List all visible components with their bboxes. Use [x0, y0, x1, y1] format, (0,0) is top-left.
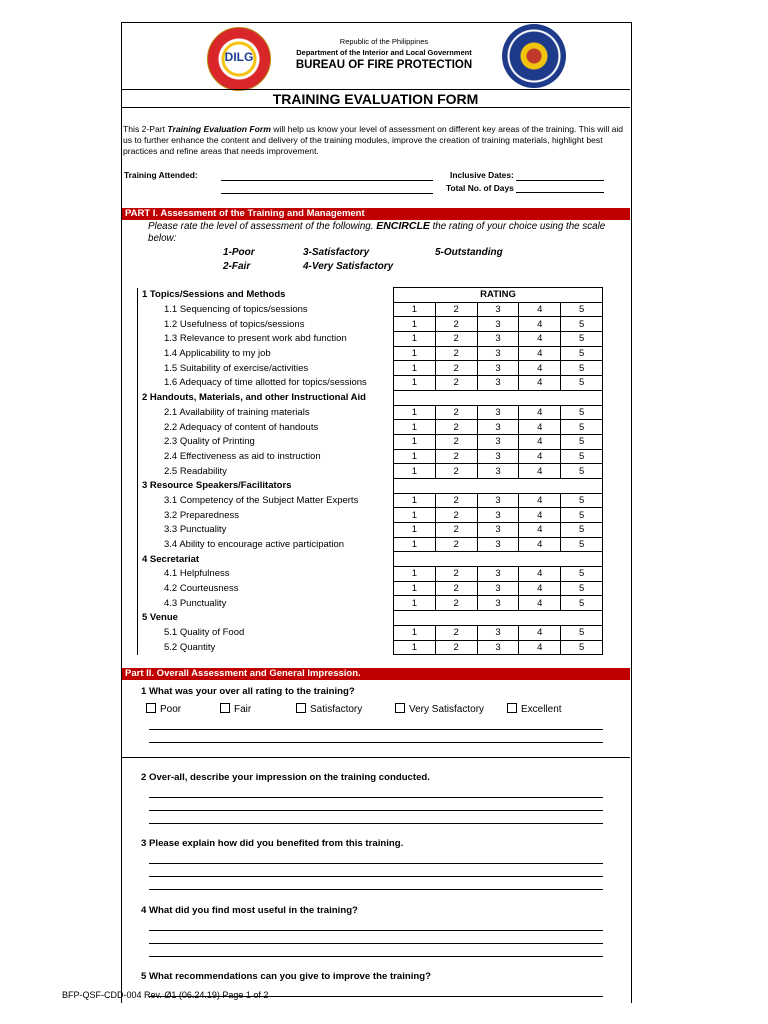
scale-4: 4-Very Satisfactory — [303, 261, 394, 272]
rating-cell[interactable]: 3 — [477, 420, 519, 435]
table-row — [138, 581, 603, 596]
rating-cell[interactable]: 3 — [477, 640, 519, 655]
rating-cell[interactable]: 1 — [394, 596, 436, 611]
rating-cell[interactable]: 3 — [477, 376, 519, 391]
scale-1: 1-Poor — [223, 247, 255, 258]
rating-cell[interactable]: 2 — [435, 302, 477, 317]
rating-cell[interactable]: 3 — [477, 493, 519, 508]
rating-cell[interactable]: 2 — [435, 332, 477, 347]
option-very-satisfactory[interactable] — [395, 703, 484, 715]
item-label: 1.6 Adequacy of time allotted for topics/sessions — [164, 377, 367, 389]
table-row — [138, 508, 603, 523]
part2-heading: Part II. Overall Assessment and General Impression. — [122, 668, 630, 680]
rating-cell[interactable]: 4 — [519, 449, 561, 464]
total-days-line[interactable] — [516, 192, 604, 193]
rating-cell[interactable]: 4 — [519, 302, 561, 317]
rating-cell[interactable]: 1 — [394, 376, 436, 391]
rating-cell[interactable]: 1 — [394, 302, 436, 317]
header-divider — [122, 89, 630, 90]
category-blank — [394, 552, 603, 567]
intro-prefix: This 2-Part — [123, 124, 168, 134]
table-row — [138, 317, 603, 332]
answer-line[interactable] — [149, 729, 603, 730]
section-divider — [122, 757, 630, 758]
rating-cell[interactable]: 4 — [519, 346, 561, 361]
rating-cell[interactable]: 3 — [477, 537, 519, 552]
item-label: 5.2 Quantity — [164, 641, 216, 653]
rating-cell[interactable]: 5 — [561, 567, 603, 582]
table-row — [138, 493, 603, 508]
category-blank — [394, 611, 603, 626]
answer-line[interactable] — [149, 863, 603, 864]
question-3: 3 Please explain how did you benefited from this training. — [141, 838, 404, 849]
rating-cell[interactable]: 5 — [561, 464, 603, 479]
rating-cell[interactable]: 2 — [435, 596, 477, 611]
category-title: 4 Secretariat — [142, 553, 200, 565]
category-row — [138, 611, 603, 626]
rating-cell[interactable]: 1 — [394, 537, 436, 552]
rating-cell[interactable]: 2 — [435, 567, 477, 582]
rating-cell[interactable]: 2 — [435, 537, 477, 552]
answer-line[interactable] — [149, 810, 603, 811]
table-row — [138, 420, 603, 435]
training-attended-line[interactable] — [221, 180, 433, 181]
rating-cell[interactable]: 5 — [561, 346, 603, 361]
department-text: Department of the Interior and Local Government — [296, 48, 472, 57]
table-row — [138, 405, 603, 420]
item-label: 2.1 Availability of training materials — [164, 406, 310, 418]
table-row — [138, 434, 603, 449]
rating-cell[interactable]: 3 — [477, 464, 519, 479]
item-label: 4.1 Helpfulness — [164, 568, 230, 580]
scale-3: 3-Satisfactory — [303, 247, 370, 258]
item-label: 3.1 Competency of the Subject Matter Experts — [164, 494, 359, 506]
answer-line[interactable] — [149, 930, 603, 931]
rating-cell[interactable]: 3 — [477, 302, 519, 317]
rating-cell[interactable]: 1 — [394, 581, 436, 596]
rating-cell[interactable]: 4 — [519, 464, 561, 479]
rating-header: RATING — [394, 288, 603, 303]
item-label: 1.5 Suitability of exercise/activities — [164, 362, 309, 374]
dilg-seal-text: DILG — [224, 50, 254, 64]
rating-cell[interactable]: 2 — [435, 508, 477, 523]
rating-cell[interactable]: 5 — [561, 420, 603, 435]
item-label: 4.3 Punctuality — [164, 597, 227, 609]
intro-paragraph — [123, 124, 628, 157]
bureau-title: BUREAU OF FIRE PROTECTION — [295, 59, 473, 71]
rating-cell[interactable]: 5 — [561, 434, 603, 449]
rating-cell[interactable]: 4 — [519, 420, 561, 435]
checkbox-icon — [296, 703, 306, 713]
rating-cell[interactable]: 1 — [394, 420, 436, 435]
table-row — [138, 537, 603, 552]
rating-cell[interactable]: 3 — [477, 508, 519, 523]
answer-line[interactable] — [149, 823, 603, 824]
total-days-label: Total No. of Days — [446, 183, 514, 193]
intro-rest: will help us know your level of assessment on different key areas of the training. This will aid us to further enhance the content and delivery of the training modules, improve the creation of training materials, highlight best practices and refine areas that needs improvement. — [123, 124, 624, 156]
rating-cell[interactable]: 4 — [519, 332, 561, 347]
rating-cell[interactable]: 1 — [394, 493, 436, 508]
rating-cell[interactable]: 4 — [519, 596, 561, 611]
rating-cell[interactable]: 1 — [394, 332, 436, 347]
item-label: 4.2 Courteusness — [164, 583, 239, 595]
checkbox-icon — [220, 703, 230, 713]
inclusive-dates-line[interactable] — [516, 180, 604, 181]
rating-cell[interactable]: 5 — [561, 581, 603, 596]
rating-cell[interactable]: 5 — [561, 523, 603, 538]
rating-cell[interactable]: 3 — [477, 596, 519, 611]
item-label: 5.1 Quality of Food — [164, 627, 245, 639]
rating-cell[interactable]: 3 — [477, 449, 519, 464]
item-label: 3.3 Punctuality — [164, 524, 227, 536]
rating-cell[interactable]: 1 — [394, 434, 436, 449]
rating-cell[interactable]: 3 — [477, 581, 519, 596]
option-label: Fair — [234, 704, 252, 715]
answer-line[interactable] — [149, 956, 603, 957]
checkbox-icon — [507, 703, 517, 713]
item-label: 1.2 Usefulness of topics/sessions — [164, 318, 305, 330]
rating-cell[interactable]: 1 — [394, 523, 436, 538]
rating-cell[interactable]: 2 — [435, 581, 477, 596]
answer-line[interactable] — [149, 797, 603, 798]
rating-cell[interactable]: 4 — [519, 567, 561, 582]
rating-cell[interactable]: 5 — [561, 376, 603, 391]
rating-cell[interactable]: 1 — [394, 449, 436, 464]
rating-cell[interactable]: 2 — [435, 405, 477, 420]
rating-cell[interactable]: 3 — [477, 332, 519, 347]
rating-cell[interactable]: 5 — [561, 302, 603, 317]
rating-cell[interactable]: 3 — [477, 567, 519, 582]
question-1: 1 What was your over all rating to the training? — [141, 686, 355, 697]
rating-cell[interactable]: 4 — [519, 376, 561, 391]
category-title: 3 Resource Speakers/Facilitators — [142, 480, 292, 492]
answer-line[interactable] — [149, 742, 603, 743]
option-label: Poor — [160, 704, 182, 715]
rating-cell[interactable]: 2 — [435, 434, 477, 449]
option-satisfactory[interactable] — [296, 703, 362, 715]
rating-cell[interactable]: 2 — [435, 464, 477, 479]
rating-cell[interactable]: 2 — [435, 317, 477, 332]
rating-cell[interactable]: 1 — [394, 464, 436, 479]
rating-cell[interactable]: 2 — [435, 449, 477, 464]
item-label: 2.3 Quality of Printing — [164, 436, 255, 448]
rating-cell[interactable]: 3 — [477, 434, 519, 449]
item-label: 1.1 Sequencing of topics/sessions — [164, 304, 308, 316]
footer-code: BFP-QSF-CDD-004 Rev. Ø1 (06.24.19) Page 1 of 2 — [62, 990, 269, 1000]
rating-cell[interactable]: 4 — [519, 361, 561, 376]
rating-cell[interactable]: 3 — [477, 317, 519, 332]
table-row — [138, 640, 603, 655]
category-title: 5 Venue — [142, 612, 178, 624]
rating-cell[interactable]: 3 — [477, 625, 519, 640]
category-title: 1 Topics/Sessions and Methods — [142, 289, 286, 301]
rating-cell[interactable]: 4 — [519, 405, 561, 420]
rating-cell[interactable]: 5 — [561, 625, 603, 640]
scale-5: 5-Outstanding — [435, 247, 503, 258]
answer-line[interactable] — [149, 943, 603, 944]
table-row — [138, 625, 603, 640]
rating-cell[interactable]: 1 — [394, 317, 436, 332]
rating-cell[interactable]: 4 — [519, 434, 561, 449]
table-row — [138, 567, 603, 582]
rating-cell[interactable]: 4 — [519, 493, 561, 508]
rating-cell[interactable]: 3 — [477, 346, 519, 361]
table-row — [138, 449, 603, 464]
item-label: 2.2 Adequacy of content of handouts — [164, 421, 319, 433]
training-attended-line-2[interactable] — [221, 193, 433, 194]
table-row — [138, 361, 603, 376]
answer-line[interactable] — [149, 876, 603, 877]
question-4: 4 What did you find most useful in the training? — [141, 905, 358, 916]
rating-cell[interactable]: 1 — [394, 640, 436, 655]
part1-heading: PART I. Assessment of the Training and Management — [122, 208, 630, 220]
rating-cell[interactable]: 4 — [519, 581, 561, 596]
item-label: 2.5 Readability — [164, 465, 227, 477]
question-5: 5 What recommendations can you give to improve the training? — [141, 971, 431, 982]
instruction-emphasis: ENCIRCLE — [376, 220, 430, 232]
scale-2: 2-Fair — [223, 261, 251, 272]
option-excellent[interactable] — [507, 703, 562, 715]
option-label: Excellent — [521, 704, 562, 715]
option-label: Very Satisfactory — [409, 704, 485, 715]
rating-cell[interactable]: 2 — [435, 346, 477, 361]
rating-cell[interactable]: 5 — [561, 537, 603, 552]
rating-cell[interactable]: 4 — [519, 508, 561, 523]
rating-cell[interactable]: 3 — [477, 523, 519, 538]
table-row — [138, 523, 603, 538]
rating-cell[interactable]: 2 — [435, 523, 477, 538]
rating-cell[interactable]: 5 — [561, 405, 603, 420]
item-label: 1.3 Relevance to present work abd function — [164, 333, 347, 345]
table-row — [138, 332, 603, 347]
table-row — [138, 464, 603, 479]
rating-cell[interactable]: 4 — [519, 317, 561, 332]
training-attended-label: Training Attended: — [124, 170, 198, 180]
rating-cell[interactable]: 1 — [394, 567, 436, 582]
rating-cell[interactable]: 1 — [394, 625, 436, 640]
rating-cell[interactable]: 4 — [519, 625, 561, 640]
rating-cell[interactable]: 5 — [561, 508, 603, 523]
rating-cell[interactable]: 2 — [435, 640, 477, 655]
rating-cell[interactable]: 5 — [561, 596, 603, 611]
rating-cell[interactable]: 5 — [561, 640, 603, 655]
category-row — [138, 552, 603, 567]
option-poor[interactable] — [146, 703, 181, 715]
category-row — [138, 478, 603, 493]
rating-cell[interactable]: 5 — [561, 493, 603, 508]
rating-cell[interactable]: 4 — [519, 640, 561, 655]
rating-cell[interactable]: 4 — [519, 523, 561, 538]
republic-text: Republic of the Philippines — [339, 37, 429, 46]
rating-cell[interactable]: 5 — [561, 449, 603, 464]
intro-emphasis: Training Evaluation Form — [167, 124, 271, 134]
item-label: 3.2 Preparedness — [164, 509, 239, 521]
rating-cell[interactable]: 1 — [394, 405, 436, 420]
rating-cell[interactable]: 2 — [435, 361, 477, 376]
rating-cell[interactable]: 3 — [477, 361, 519, 376]
rating-cell[interactable]: 3 — [477, 405, 519, 420]
rating-cell[interactable]: 5 — [561, 317, 603, 332]
instruction-pre: Please rate the level of assessment of the following. — [148, 221, 377, 232]
instruction-post: the rating of your choice using the scale below: — [148, 221, 606, 244]
option-fair[interactable] — [220, 703, 251, 715]
rating-cell[interactable]: 1 — [394, 508, 436, 523]
category-blank — [394, 390, 603, 405]
rating-cell[interactable]: 2 — [435, 493, 477, 508]
option-label: Satisfactory — [310, 704, 363, 715]
checkbox-icon — [395, 703, 405, 713]
rating-cell[interactable]: 2 — [435, 420, 477, 435]
item-label: 1.4 Applicability to my job — [164, 348, 271, 360]
answer-line[interactable] — [149, 889, 603, 890]
category-title: 2 Handouts, Materials, and other Instructional Aid — [142, 392, 366, 404]
rating-cell[interactable]: 5 — [561, 332, 603, 347]
item-label: 2.4 Effectiveness as aid to instruction — [164, 450, 321, 462]
rating-cell[interactable]: 1 — [394, 346, 436, 361]
form-title: TRAINING EVALUATION FORM — [272, 91, 479, 107]
title-divider — [122, 107, 630, 108]
category-row — [138, 288, 603, 303]
question-2: 2 Over-all, describe your impression on the training conducted. — [141, 772, 430, 783]
category-blank — [394, 478, 603, 493]
category-row — [138, 390, 603, 405]
rating-cell[interactable]: 5 — [561, 361, 603, 376]
rating-table — [137, 287, 603, 655]
table-row — [138, 302, 603, 317]
table-row — [138, 346, 603, 361]
rating-cell[interactable]: 1 — [394, 361, 436, 376]
rating-cell[interactable]: 2 — [435, 376, 477, 391]
table-row — [138, 596, 603, 611]
rating-cell[interactable]: 2 — [435, 625, 477, 640]
table-row — [138, 376, 603, 391]
rating-cell[interactable]: 4 — [519, 537, 561, 552]
checkbox-icon — [146, 703, 156, 713]
inclusive-dates-label: Inclusive Dates: — [450, 170, 514, 180]
item-label: 3.4 Ability to encourage active participation — [164, 539, 345, 551]
part1-instruction — [148, 220, 618, 245]
